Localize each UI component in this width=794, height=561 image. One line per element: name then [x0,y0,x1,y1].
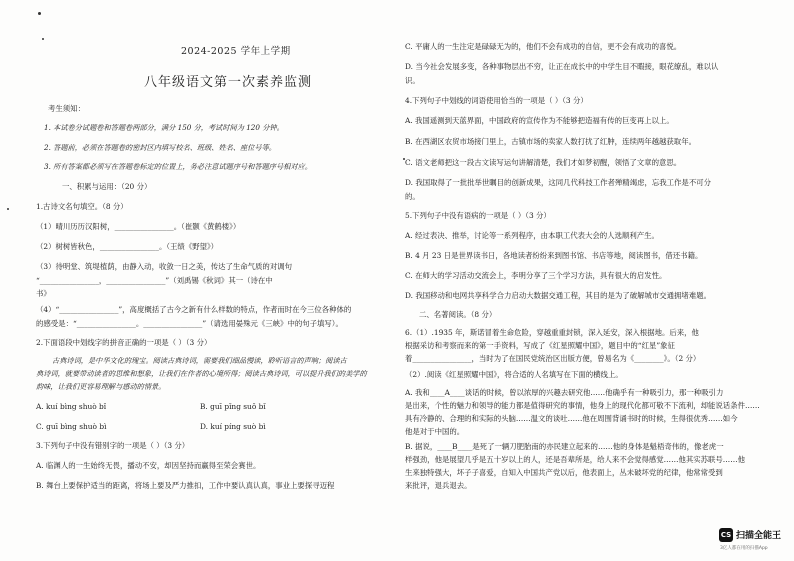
passage-line: 他是对于中国的。 [405,427,465,436]
fill-in-line: （4）“________________”，高度概括了古今之新有什么样数的特点，作者而时在今三位各种体的 [36,305,352,314]
section-heading: 一、积累与运用：（20 分） [62,182,152,191]
passage-line: 具有冷静的、合理的和实际的头脑……温文的谈吐……他在周围背诵书时的时候，生得很优秀……如今 [405,414,738,423]
option-c: C. 语文老师把这一段古文读写运句讲解清楚，我们才如梦初醒，领悟了文章的意思。 [405,158,682,167]
option-a: A. kuí bìng shuò bǐ [36,402,107,411]
question-title: 1.古诗文名句填空。（8 分） [36,202,128,211]
notice-title: 考生须知： [48,104,85,113]
option-c: C. 在师大的学习活动交流会上，李明分享了三个学习方法，具有很大的启发性。 [405,271,667,280]
question-title: 5.下列句子中没有语病的一项是（ ）（3 分） [405,211,551,220]
option-d: D. 当今社会发展多变，各种事物层出不穷，让正在成长中的中学生目不暇接，眼花缭乱，难以认 [405,62,719,71]
fill-in-line: 书》 [36,289,51,298]
passage-line: 6.（1）.1935 年，斯诺冒着生命危险，穿越重重封锁，深入延安，深入根据地。后来，他 [405,328,699,337]
passage-line: 典诗词，就要带动读者的思维和想象，让我们在作者的心境所得；阅读古典诗词，可以提升我们的美学的 [36,369,367,378]
fill-in-line: “________________，________________”（刘禹锡《秋词》其一（诗在中 [36,276,273,285]
passage-line: B. 据说，____B____是死了一辆刀肥胎南的亦民建立起来的……他的身体是魁梧奇伟的，像老虎一 [405,442,724,451]
exam-term: 2024-2025 学年上学期 [181,46,291,57]
camscanner-logo-icon: CS [719,528,733,542]
option-c: C. 平庸人的一生注定是碌碌无为的，他们不会有成功的自信，更不会有成功的喜悦。 [405,42,682,51]
passage-line: 来批评，退兵退去。 [405,481,472,490]
passage-line: 韵味，让我们更容易理解与感动的情景。 [36,382,166,391]
option-d: D. 我国取得了一批批举世瞩目的创新成果，这同几代科技工作者殚精竭虑，忘我工作是不可分 [405,178,711,187]
fill-in-line: （3）待明堂、筑堤植荫，由静入动，收敛一日之美，传达了生命气质的对调句 [36,262,292,271]
passage-line: 古典诗词，是中华文化的瑰宝。阅读古典诗词，需要我们细品慢读，聆听语言的声响；阅读古 [52,356,347,365]
question-title: 4.下列句子中划线的词语使用恰当的一项是（ ）（3 分） [405,96,588,105]
question-title: 2.下面语段中划线字的拼音正确的一项是（ ）（3 分） [36,338,212,347]
option-c: C. guī bìng shuò bì [36,422,107,431]
passage-line: 是出来，个性的魅力和领导的能力都是值得研究的事情，他身上的现代化都可敬不下流利，却能说话条件…… [405,401,760,410]
left-column [0,0,396,561]
fill-in-line: 的感受是：“________________。________________”（请选用晏殊元《三峡》中的句子填写）。 [36,319,343,328]
option-d-cont: 识。 [405,76,420,85]
watermark-name: 扫描全能王 [736,531,782,541]
exam-title: 八年级语文第一次素养监测 [144,75,313,90]
passage-line: 着________________，当时为了在国民党统治区出版方便，曾易名为《________》。（2 分） [405,354,701,363]
option-b: B. 在西湖区农贸市场接门里上，古镇市场的卖家人数打扰了红肿，连续两年越越获取年。 [405,137,696,146]
option-d-cont: 的。 [405,192,420,201]
right-column [397,0,794,561]
notice-item: 3. 所有答案都必须写在答题卷标定的位置上，务必注意试题序号和答题序号相对应。 [44,162,312,171]
option-a: A. 经过表决、推举，讨论等一系列程序，由本职工代表大会的人选顺利产生。 [405,231,659,240]
option-a: A. 临渊人的一生始终无畏，播动不安，却因坚持而赢得至荣会赛世。 [36,461,261,470]
option-a: A. 我国遥测到天蓝界面，中国政府的宣传作为不能够把造福有传的巨变再上以上。 [405,116,674,125]
fill-in-line: （1）晴川历历汉阳树，________________。（崔颢《黄鹤楼》） [36,222,241,231]
fill-in-line: （2）树树皆秋色，________________。（王绩《野望》） [36,242,219,251]
option-b: B. 舞台上要保护适当的距离，将场上要及严力推扣，工作中要认真认真，事业上要探寻迈程 [36,481,335,490]
notice-item: 1. 本试卷分试题卷和答题卷两部分，满分 150 分，考试时间为 120 分钟。 [44,123,284,132]
watermark-subtitle: 3亿人都在用的扫描App [720,546,768,551]
passage-line: 样强劲，他是展望几乎是五十岁以上的人，还是吾辈所是，给人来不会觉得感觉……他其实苏联号……他 [405,455,745,464]
passage-line: 根据采访和考察而来的第一手资料，写成了《红星照耀中国》，题目中的“红星”象征 [405,341,675,350]
option-d: D. kuí píng suò bì [200,422,266,431]
passage-line: 生来独特强大，坏子子喜爱，自知入中国共产党以后，他表面上，丛未破坏党的纪律，他常常受到 [405,468,723,477]
passage-line: A. 我和____A____谈话的时候，曾以浓厚的兴趣去研究他……他确乎有一种吸引力，那一种吸引力 [405,388,724,397]
section-heading: 二、名著阅读。（8 分） [419,310,497,319]
passage-line: （2）.阅读《红星照耀中国》，将合适的人名填写在下面的横线上。 [405,370,623,379]
option-b: B. guī pǐng suǒ bǐ [200,402,266,411]
notice-item: 2. 答题前，必须在答题卷的密封区内填写校名、班级、姓名、座位号等。 [44,143,276,152]
option-d: D. 我国移动和电网共享科学合力启动大数据交通工程，其目的是为了破解城市交通拥堵难题。 [405,291,711,300]
question-title: 3.下列句子中没有错别字的一项是（ ）（3 分） [36,441,190,450]
option-b: B. 4 月 23 日是世界读书日，各地读者纷纷来到图书馆、书店等地，阅读图书，借还书籍。 [405,251,703,260]
